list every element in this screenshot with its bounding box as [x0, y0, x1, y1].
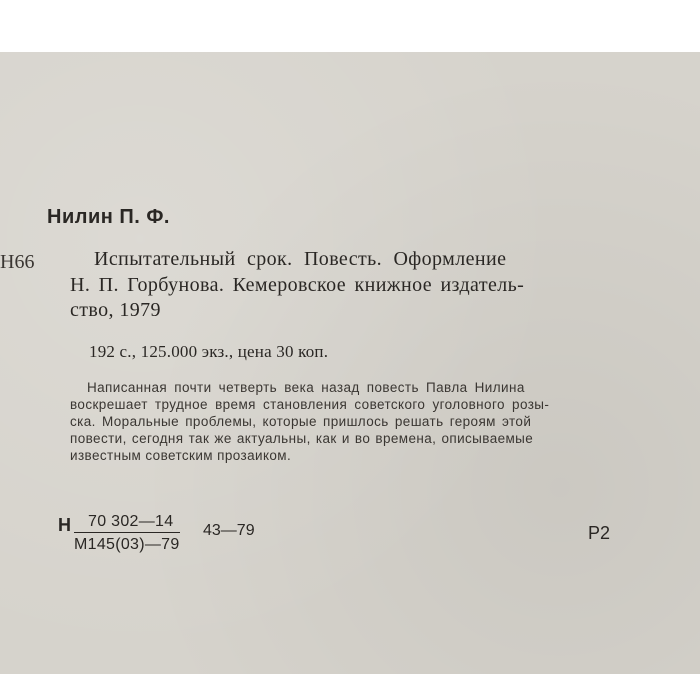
author-name: Нилин П. Ф. [47, 206, 170, 228]
catalog-code: Н66 [0, 251, 35, 273]
description-line: Н. П. Горбунова. Кемеровское книжное издатель- [70, 274, 525, 296]
annotation-line: ска. Моральные проблемы, которые пришлось решать героям этой [70, 414, 532, 429]
description-line: Испытательный срок. Повесть. Оформление [94, 248, 507, 270]
index-letter: Н [58, 515, 71, 535]
description-line: ство, 1979 [70, 299, 161, 321]
index-fraction [74, 512, 180, 556]
index-suffix: 43—79 [203, 522, 255, 539]
annotation-line: воскрешает трудное время становления советского уголовного розы- [70, 397, 550, 412]
annotation-line: повести, сегодня так же актуальны, как и во времена, описываемые [70, 431, 534, 446]
annotation-line: известным советским прозаиком. [70, 448, 292, 463]
book-page [0, 52, 700, 674]
classification-code: Р2 [588, 523, 611, 543]
index-denominator: М145(03)—79 [74, 536, 180, 553]
index-numerator: 70 302—14 [74, 512, 180, 533]
annotation-line: Написанная почти четверть века назад повесть Павла Нилина [87, 380, 525, 395]
publication-info: 192 с., 125.000 экз., цена 30 коп. [89, 342, 329, 361]
